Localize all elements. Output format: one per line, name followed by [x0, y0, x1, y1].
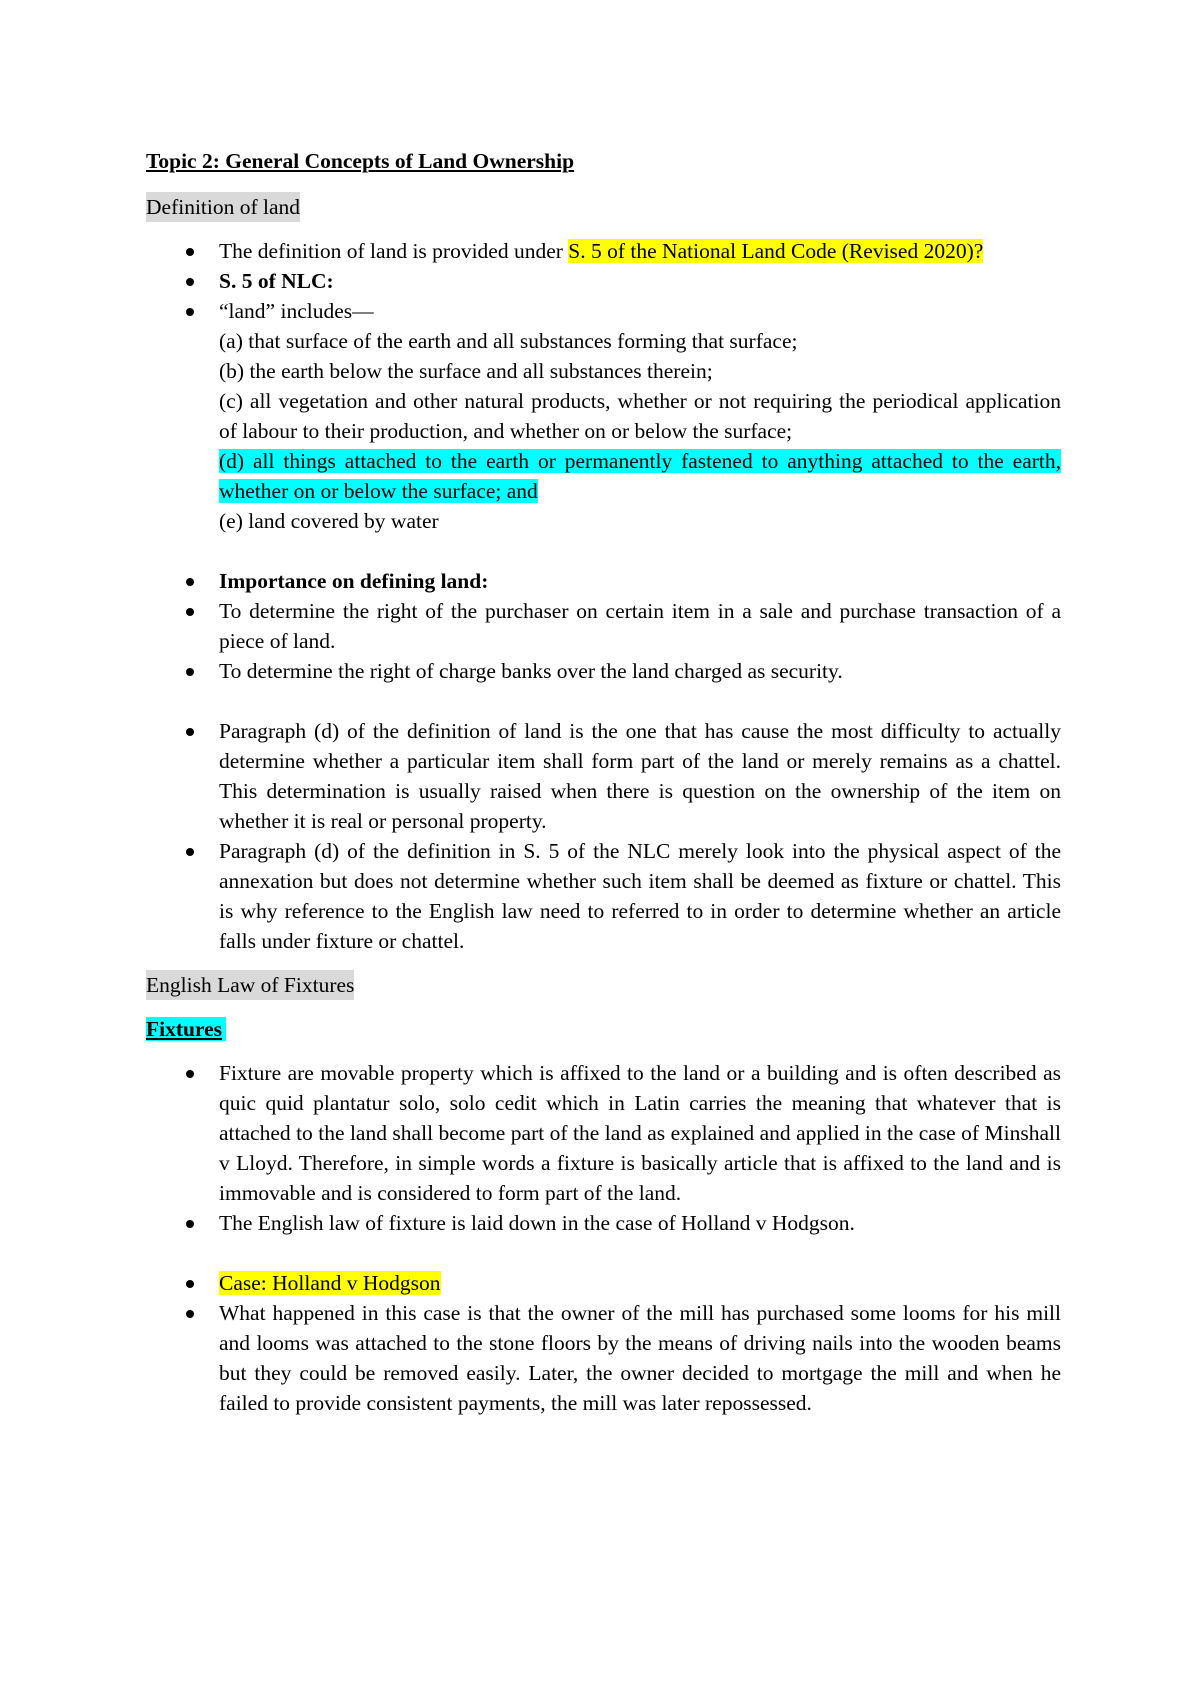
- importance-list: [146, 566, 1061, 686]
- fixtures-heading: [146, 1014, 226, 1044]
- fixtures-text: Fixture are movable property which is affixed to the land or a building and is often described as quic quid plantatur solo, solo cedit which in Latin carries the meaning that whatever that is attached to the land shall become part of the land as explained and applied in the case of Minshall v Lloyd. Therefore, in simple words a fixture is basically article that is affixed to the land and is immovable and is considered to form part of the land.: [219, 1061, 1061, 1205]
- list-item: [146, 596, 1061, 656]
- document-body: [146, 146, 1061, 1418]
- list-item: [146, 296, 1061, 536]
- para-d-text: Paragraph (d) of the definition of land is the one that has cause the most difficulty to actually determine whether a particular item shall form part of the land or merely remains as a chattel. This determination is usually raised when there is question on the ownership of the item on whether it is real or personal property.: [219, 719, 1061, 833]
- list-item: [146, 236, 1061, 266]
- section-heading-definition: Definition of land: [146, 192, 300, 222]
- list-item: [146, 1208, 1061, 1238]
- importance-item: To determine the right of charge banks over the land charged as security.: [219, 659, 843, 683]
- case-list: [146, 1268, 1061, 1418]
- sub-clause-a: (a) that surface of the earth and all substances forming that surface;: [219, 329, 798, 353]
- nlc-reference-highlight: S. 5 of the National Land Code (Revised 2020)?: [568, 239, 984, 263]
- list-item: [146, 1058, 1061, 1208]
- page-title: Topic 2: General Concepts of Land Ownership: [146, 149, 575, 173]
- fixtures-heading-text: Fixtures: [146, 1017, 226, 1041]
- sub-clause-e: (e) land covered by water: [219, 509, 439, 533]
- case-text: What happened in this case is that the owner of the mill has purchased some looms for his mill and looms was attached to the stone floors by the means of driving nails into the wooden beams but they could be removed easily. Later, the owner decided to mortgage the mill and when he failed to provide consistent payments, the mill was later repossessed.: [219, 1301, 1061, 1415]
- case-label-highlight: Case: Holland v Hodgson: [219, 1271, 441, 1295]
- importance-item: To determine the right of the purchaser on certain item in a sale and purchase transaction of a piece of land.: [219, 599, 1061, 653]
- sub-clause-c: (c) all vegetation and other natural products, whether or not requiring the periodical application of labour to their production, and whether on or below the surface;: [219, 389, 1061, 443]
- list-item: [146, 566, 1061, 596]
- list-item: [146, 716, 1061, 836]
- definition-list: [146, 236, 1061, 536]
- para-d-text: Paragraph (d) of the definition in S. 5 of the NLC merely look into the physical aspect of the annexation but does not determine whether such item shall be deemed as fixture or chattel. This is why reference to the English law need to referred to in order to determine whether an article falls under fixture or chattel.: [219, 839, 1061, 953]
- list-item: [146, 1268, 1061, 1298]
- land-includes: “land” includes—: [219, 299, 374, 323]
- sub-clause-b: (b) the earth below the surface and all substances therein;: [219, 359, 713, 383]
- paragraph-d-list: [146, 716, 1061, 956]
- fixtures-list: [146, 1058, 1061, 1238]
- list-item: [146, 656, 1061, 686]
- list-item: [146, 836, 1061, 956]
- s5-label: S. 5 of NLC:: [219, 269, 334, 293]
- section-heading-english-law: English Law of Fixtures: [146, 970, 354, 1000]
- list-item: [146, 1298, 1061, 1418]
- importance-label: Importance on defining land:: [219, 569, 489, 593]
- list-item: [146, 266, 1061, 296]
- sub-clause-d: (d) all things attached to the earth or permanently fastened to anything attached to the earth, whether on or below the surface; and: [219, 449, 1061, 503]
- fixtures-text: The English law of fixture is laid down in the case of Holland v Hodgson.: [219, 1211, 855, 1235]
- def-intro-text: The definition of land is provided under: [219, 239, 569, 263]
